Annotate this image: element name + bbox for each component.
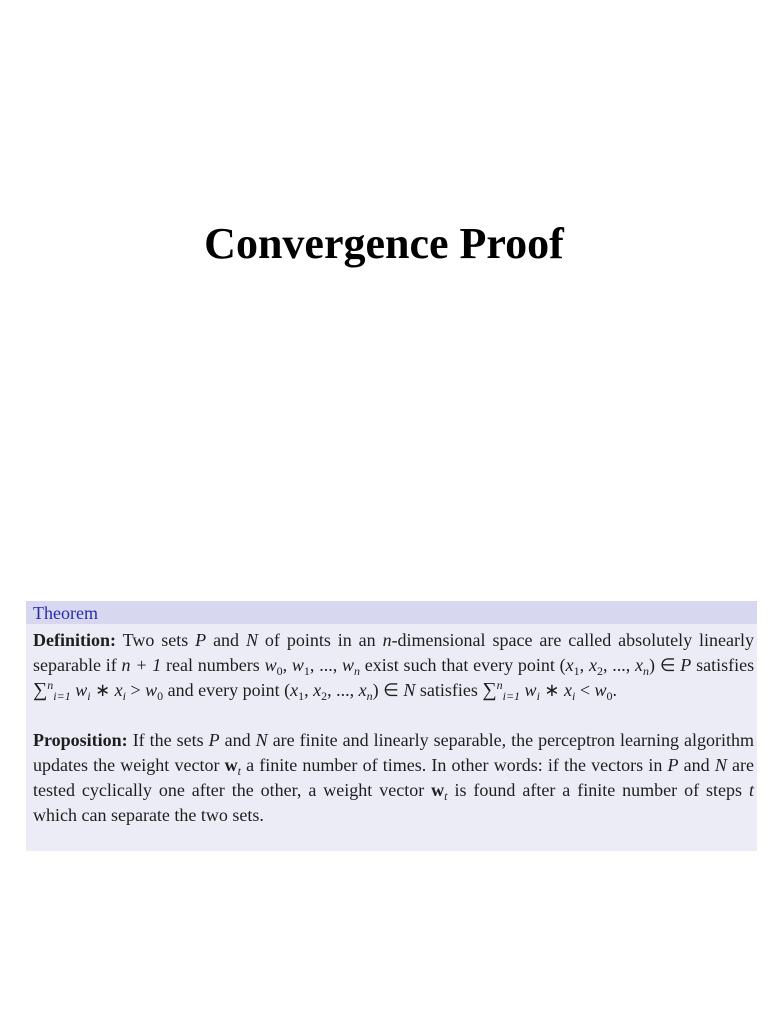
proposition-label: Proposition: <box>33 730 128 750</box>
definition-text: and <box>206 630 246 650</box>
proposition-text: which can separate the two sets. <box>33 805 264 825</box>
set-p: P <box>195 630 207 650</box>
definition-text: exist such that every point <box>360 655 560 675</box>
set-n: N <box>714 755 727 775</box>
proposition-text: is found after a finite number of steps <box>447 780 749 800</box>
proposition-text: are finite and linearly separable, the perceptron learning algorithm updates the weight vector <box>33 730 754 775</box>
definition-text: of points in an <box>258 630 383 650</box>
definition-text: -dimensional space are called absolutely linearly separable if <box>33 630 754 675</box>
point-tuple-n: ($x_1$, $x_2$, ..., $x_n$) ∈ N <box>284 680 416 703</box>
page-title: Convergence Proof <box>204 219 564 268</box>
sum-inequality-p: ∑$^n_{i=1}$ $w_i$ ∗ $x_i > w_0$ <box>33 678 164 703</box>
theorem-body <box>26 624 757 828</box>
theorem-block <box>26 601 757 851</box>
definition-text: . <box>612 680 618 700</box>
proposition-text: If the sets <box>127 730 209 750</box>
definition-text: satisfies <box>691 655 755 675</box>
proposition-text: are tested cyclically one after the other, a weight vector <box>33 755 754 800</box>
weights-list: $w_0$, $w_1$, ..., $w_n$ <box>264 655 360 678</box>
proposition-text: a finite number of times. In other words: if the vectors in <box>240 755 668 775</box>
set-n: N <box>245 630 258 650</box>
set-p: P <box>667 755 679 775</box>
definition-label: Definition: <box>33 630 116 650</box>
definition-paragraph <box>33 628 754 703</box>
proposition-text: and <box>678 755 715 775</box>
set-n: N <box>255 730 268 750</box>
definition-text: and every point <box>163 680 285 700</box>
proposition-text: and <box>219 730 256 750</box>
definition-text: satisfies <box>415 680 483 700</box>
theorem-header: Theorem <box>26 601 757 624</box>
proposition-paragraph <box>33 728 754 828</box>
set-p: P <box>208 730 220 750</box>
weight-vector-wt: $w_t$ <box>431 780 448 803</box>
n-plus-one: n + 1 <box>121 655 162 675</box>
definition-text: Two sets <box>116 630 196 650</box>
steps-t: t <box>749 780 755 800</box>
point-tuple-p: ($x_1$, $x_2$, ..., $x_n$) ∈ P <box>559 655 692 678</box>
sum-inequality-n: ∑$^n_{i=1}$ $w_i$ ∗ $x_i < w_0$ <box>482 678 613 703</box>
weight-vector-wt: $w_t$ <box>224 755 241 778</box>
dimension-n: n <box>382 630 392 650</box>
definition-text: real numbers <box>161 655 265 675</box>
